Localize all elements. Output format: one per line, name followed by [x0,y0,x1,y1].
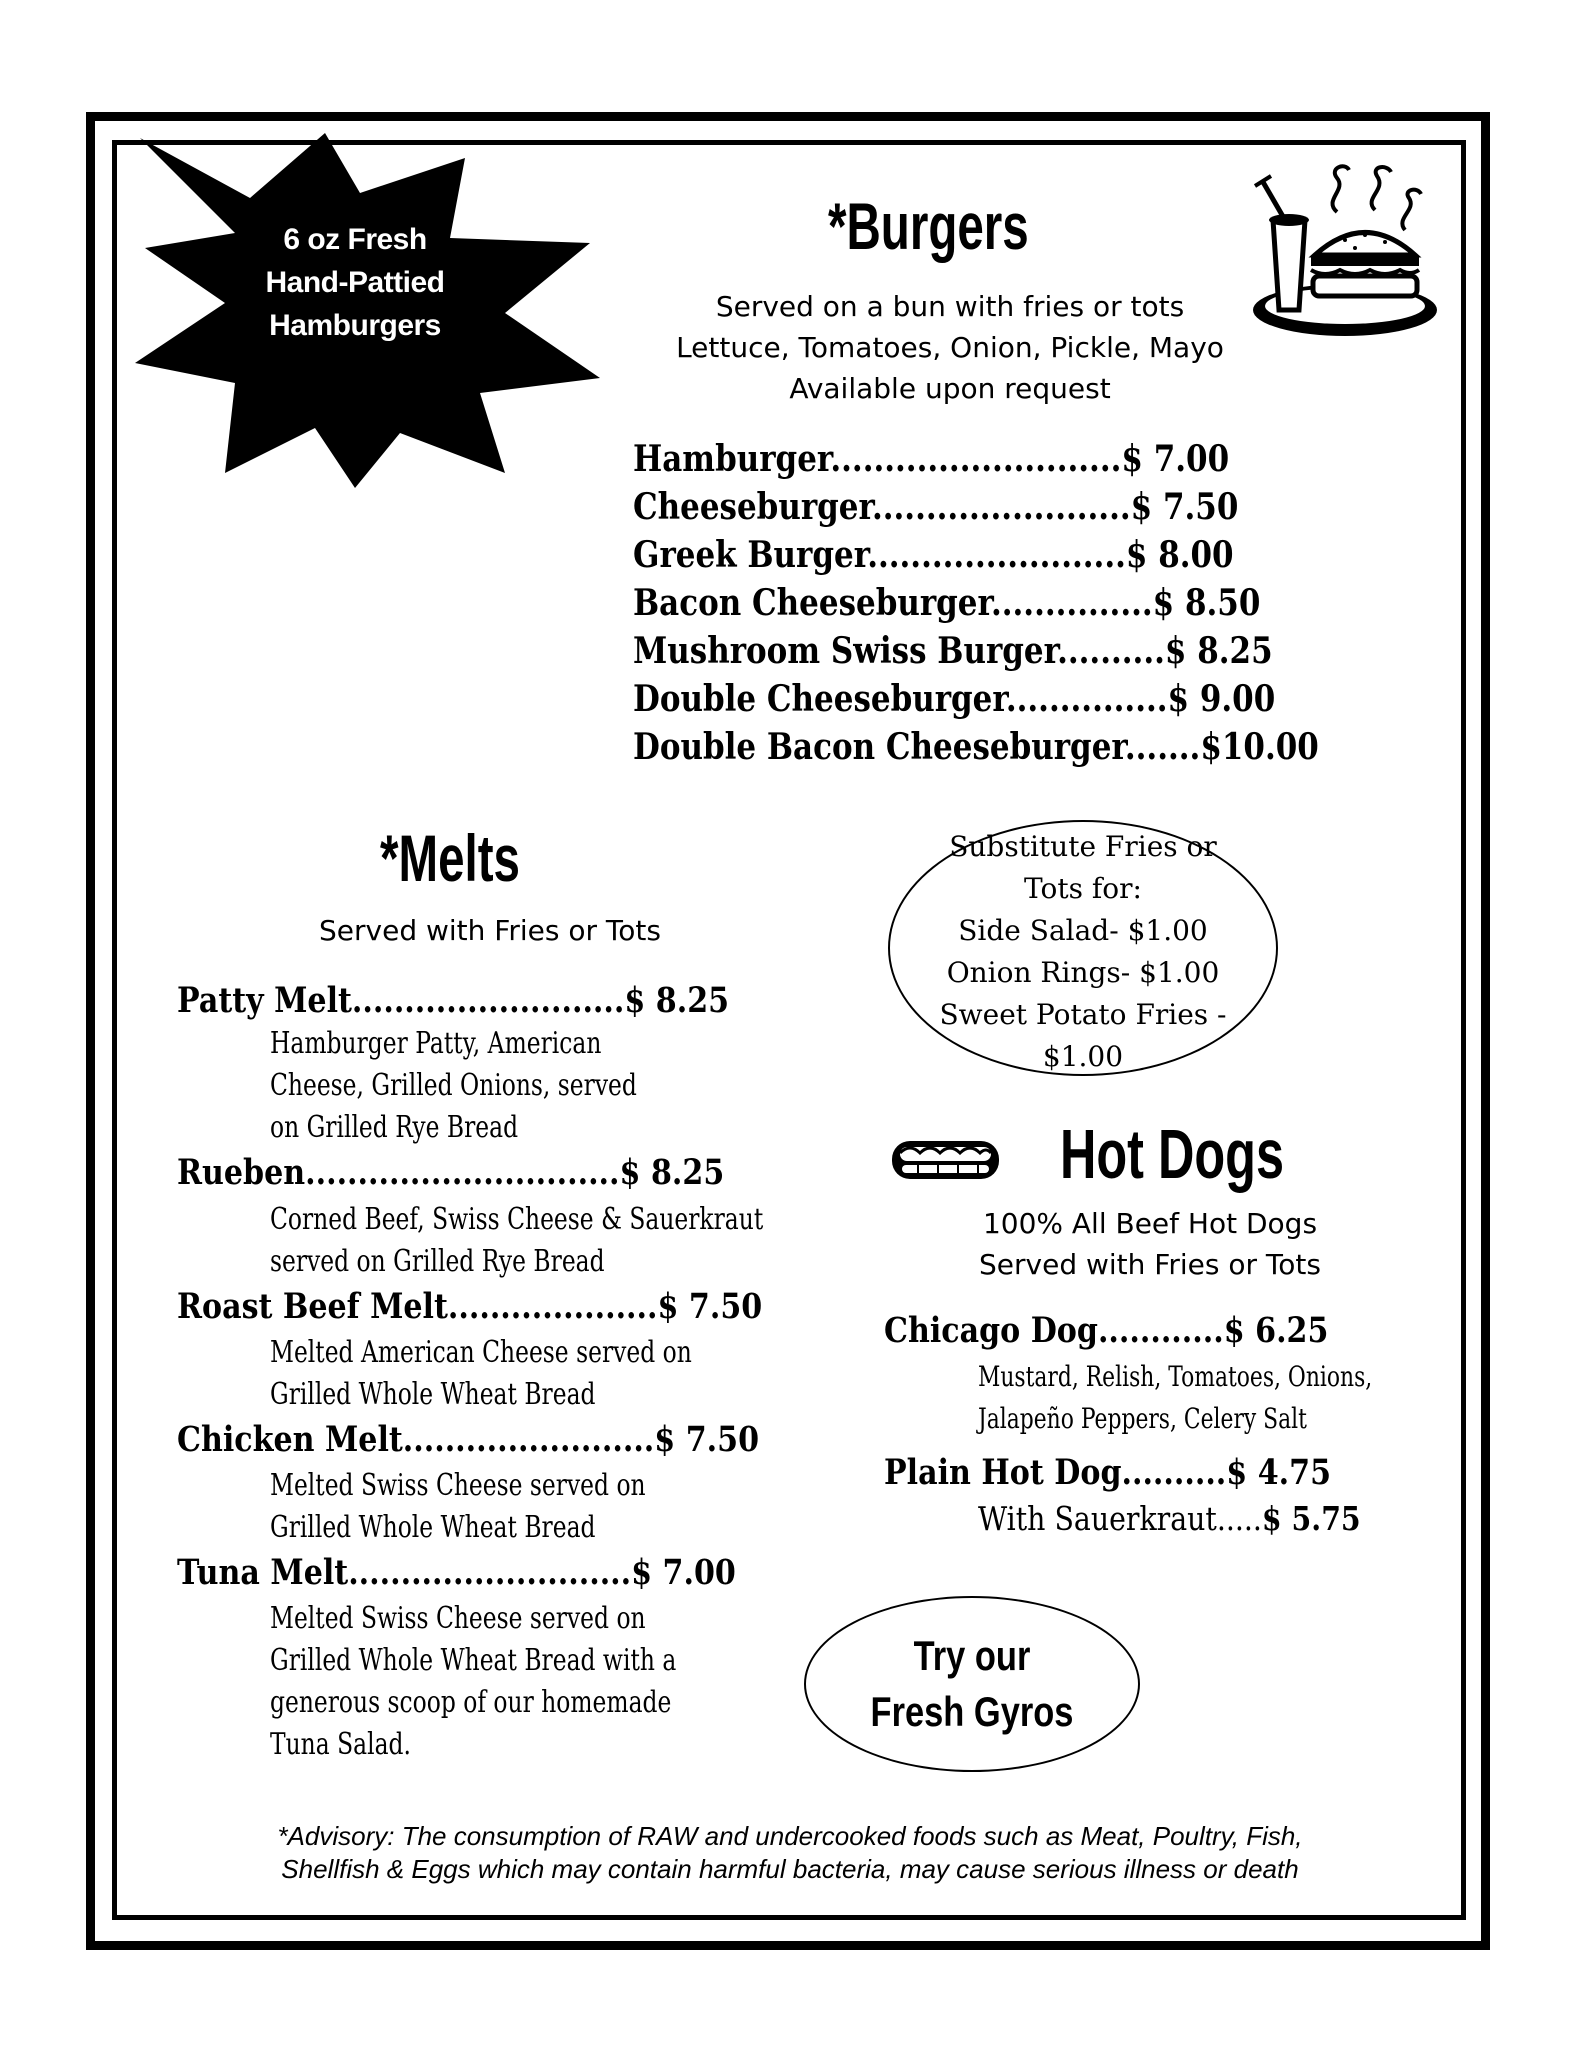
item-price: $ 8.25 [1164,630,1273,672]
item-price: $ 6.25 [1223,1310,1329,1351]
hotdogs-subtitle [930,1203,1370,1285]
substitute-text [898,826,1268,1078]
burgers-subtitle [660,286,1240,409]
item-price: $ 8.00 [1125,534,1234,576]
menu-item-plain-hot-dog [884,1452,1331,1493]
burger-drink-icon [1245,160,1440,340]
item-price: $ 7.50 [657,1286,763,1327]
advisory-line-2: Shellfish & Eggs which may contain harmful bacteria, may cause serious illness or death [281,1854,1299,1884]
item-price: $10.00 [1200,726,1319,768]
item-name: Double Cheeseburger [633,678,1006,720]
hotdogs-title: Hot Dogs [1060,1115,1284,1193]
item-name: Patty Melt [177,980,352,1021]
item-price: $ 7.00 [1121,438,1230,480]
item-leader: ........................... [830,438,1122,480]
item-description: Melted Swiss Cheese served on Grilled Whole Wheat Bread [270,1468,646,1545]
gyros-line-1: Try our [913,1632,1031,1679]
item-leader: ........................ [867,534,1126,576]
item-price: $ 5.75 [1261,1499,1361,1538]
item-name: Hamburger [633,438,831,480]
item-leader: .......... [1121,1452,1227,1493]
menu-item-rueben [177,1152,724,1193]
item-name: Double Bacon Cheeseburger [633,726,1125,768]
hotdogs-sub-line-2: Served with Fries or Tots [979,1248,1321,1281]
item-name: Chicken Melt [177,1419,403,1460]
item-price: $ 7.50 [1130,486,1239,528]
item-price: $ 8.25 [624,980,730,1021]
burgers-sub-line-2: Lettuce, Tomatoes, Onion, Pickle, Mayo [676,331,1224,364]
advisory-note [150,1820,1430,1886]
burgers-sub-line-1: Served on a bun with fries or tots [715,290,1185,323]
item-leader: .............................. [305,1152,620,1193]
menu-item-roast-beef-melt [177,1286,762,1327]
substitute-line-1: Substitute Fries or [949,830,1217,863]
menu-item-hamburger [633,438,1229,480]
item-name: Bacon Cheeseburger [633,582,991,624]
item-name: Cheeseburger [633,486,872,528]
menu-item-mushroom-swiss-burger [633,630,1273,672]
item-leader: .......................... [351,980,625,1021]
item-leader: ............ [1097,1310,1224,1351]
substitute-line-5: Sweet Potato Fries - $1.00 [939,998,1227,1073]
item-name: Plain Hot Dog [884,1452,1122,1493]
item-description: Mustard, Relish, Tomatoes, Onions, Jalapeño Peppers, Celery Salt [978,1360,1373,1435]
melts-subtitle: Served with Fries or Tots [319,914,661,947]
burgers-title: *Burgers [828,189,1029,263]
item-description: Corned Beef, Swiss Cheese & Sauerkraut served on Grilled Rye Bread [270,1202,764,1279]
badge-line-1: 6 oz Fresh [283,223,427,256]
item-leader: ........................ [871,486,1131,528]
item-name: Chicago Dog [884,1310,1098,1351]
item-description: Hamburger Patty, American Cheese, Grilled Onions, served on Grilled Rye Bread [270,1026,637,1145]
hotdog-icon [888,1125,1003,1185]
item-name: Roast Beef Melt [177,1286,448,1327]
item-price: $ 9.00 [1167,678,1276,720]
menu-item-patty-melt [177,980,729,1021]
menu-item-greek-burger [633,534,1234,576]
item-leader: ..... [1216,1499,1262,1538]
item-leader: ........................ [402,1419,655,1460]
item-price: $ 8.25 [619,1152,725,1193]
menu-item-bacon-cheeseburger [633,582,1260,624]
item-price: $ 8.50 [1152,582,1261,624]
badge-line-2: Hand-Pattied [265,266,445,299]
item-description: Melted Swiss Cheese served on Grilled Whole Wheat Bread with a generous scoop of our homemade Tuna Salad. [270,1601,677,1762]
item-leader: .......... [1057,630,1165,672]
item-price: $ 7.50 [654,1419,760,1460]
item-description: Melted American Cheese served on Grilled Whole Wheat Bread [270,1335,692,1412]
menu-item-double-bacon-cheeseburger [633,726,1319,768]
advisory-line-1: *Advisory: The consumption of RAW and undercooked foods such as Meat, Poultry, Fish, [277,1821,1303,1851]
menu-item-chicken-melt [177,1419,759,1460]
menu-item-cheeseburger [633,486,1238,528]
item-price: $ 7.00 [631,1552,736,1593]
item-leader: ....... [1124,726,1201,768]
burgers-sub-line-3: Available upon request [789,372,1111,405]
substitute-line-3: Side Salad- $1.00 [958,914,1208,947]
item-name: Greek Burger [633,534,868,576]
substitute-line-4: Onion Rings- $1.00 [946,956,1220,989]
item-name: Mushroom Swiss Burger [633,630,1058,672]
gyros-line-2: Fresh Gyros [870,1688,1074,1735]
menu-item-chicago-dog [884,1310,1328,1351]
starburst-badge-text [225,218,485,347]
item-leader: ............... [990,582,1153,624]
item-price: $ 4.75 [1226,1452,1332,1493]
hotdogs-sub-line-1: 100% All Beef Hot Dogs [982,1207,1318,1240]
item-name: With Sauerkraut [978,1499,1217,1538]
item-name: Rueben [177,1152,306,1193]
gyros-callout [834,1628,1110,1740]
substitute-line-2: Tots for: [1024,872,1142,905]
badge-line-3: Hamburgers [269,309,441,342]
item-leader: ........................... [348,1552,632,1593]
menu-item-with-sauerkraut [978,1499,1361,1538]
melts-title: *Melts [380,821,520,895]
item-leader: .................... [447,1286,658,1327]
item-leader: ............... [1005,678,1168,720]
item-name: Tuna Melt [177,1552,349,1593]
menu-item-double-cheeseburger [633,678,1275,720]
menu-item-tuna-melt [177,1552,736,1593]
